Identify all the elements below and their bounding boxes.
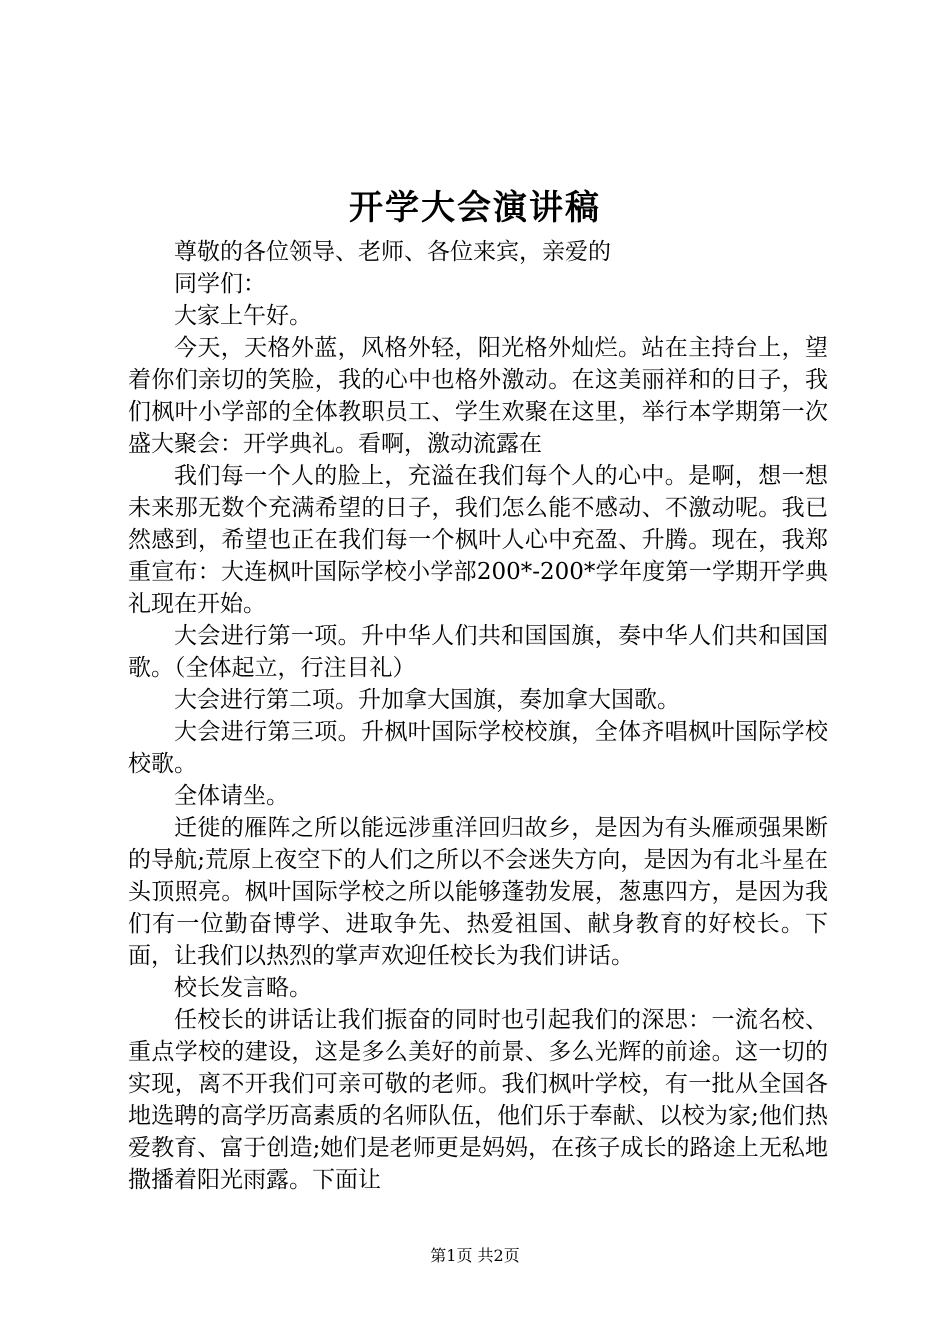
paragraph: 同学们： <box>174 271 266 297</box>
paragraph: 大家上午好。 <box>174 303 312 329</box>
paragraph: 今天，天格外蓝，风格外轻，阳光格外灿烂。站在主持台上，望着你们亲切的笑脸，我的心中也格外激动。在这美丽祥和的日子，我们枫叶小学部的全体教职员工、学生欢聚在这里，举行本学期第一次盛大聚会：开学典礼。看啊，激动流露在 <box>128 335 828 457</box>
paragraph: 大会进行第三项。升枫叶国际学校校旗，全体齐唱枫叶国际学校校歌。 <box>128 719 828 777</box>
paragraph: 全体请坐。 <box>174 783 289 809</box>
paragraph: 迁徙的雁阵之所以能远涉重洋回归故乡，是因为有头雁顽强果断的导航;荒原上夜空下的人们之所以不会迷失方向，是因为有北斗星在头顶照亮。枫叶国际学校之所以能够蓬勃发展，葱惠四方，是因为我们有一位勤奋博学、进取争先、热爱祖国、献身教育的好校长。下面，让我们以热烈的掌声欢迎任校长为我们讲话。 <box>128 815 828 969</box>
document-title: 开学大会演讲稿 <box>349 188 601 228</box>
paragraph: 大会进行第一项。升中华人们共和国国旗，奏中华人们共和国国歌。（全体起立，行注目礼） <box>128 623 828 681</box>
paragraph: 尊敬的各位领导、老师、各位来宾，亲爱的 <box>174 239 611 265</box>
paragraph: 大会进行第二项。升加拿大国旗，奏加拿大国歌。 <box>174 687 680 713</box>
page-number-footer: 第1页 共2页 <box>430 1246 520 1265</box>
paragraph: 校长发言略。 <box>174 975 312 1001</box>
paragraph: 我们每一个人的脸上，充溢在我们每个人的心中。是啊，想一想未来那无数个充满希望的日子，我们怎么能不感动、不激动呢。我已然感到，希望也正在我们每一个枫叶人心中充盈、升腾。现在，我郑重宣布：大连枫叶国际学校小学部200*-200*学年度第一学期开学典礼现在开始。 <box>128 463 828 617</box>
document-body <box>128 236 828 1196</box>
paragraph: 任校长的讲话让我们振奋的同时也引起我们的深思：一流名校、重点学校的建设，这是多么美好的前景、多么光辉的前途。这一切的实现，离不开我们可亲可敬的老师。我们枫叶学校，有一批从全国各地选聘的高学历高素质的名师队伍，他们乐于奉献、以校为家;他们热爱教育、富于创造;她们是老师更是妈妈，在孩子成长的路途上无私地撒播着阳光雨露。下面让 <box>128 1007 828 1193</box>
